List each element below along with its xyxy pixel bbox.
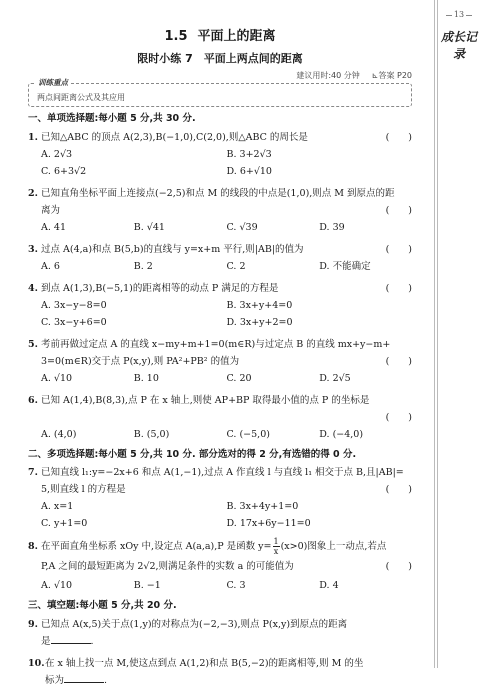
answer-bracket[interactable]: ( )	[385, 282, 412, 294]
option-d[interactable]: D. 39	[319, 221, 345, 233]
option-d[interactable]: D. 4	[319, 580, 339, 591]
option-c[interactable]: C. 20	[226, 372, 252, 384]
answer-bracket[interactable]: ( )	[385, 131, 412, 143]
margin-line	[434, 0, 435, 668]
option-b[interactable]: B. 2	[133, 260, 153, 272]
option-c[interactable]: C. √39	[226, 221, 258, 233]
options	[28, 426, 412, 443]
option-c[interactable]: C. (−5,0)	[226, 428, 270, 440]
option-a[interactable]: A. √10	[41, 372, 73, 384]
option-b[interactable]: B. √41	[133, 221, 165, 233]
option-d[interactable]: D. 3x+y+2=0	[226, 316, 293, 328]
option-c[interactable]: C. 3x−y+6=0	[41, 316, 107, 328]
question-text-cont	[41, 633, 412, 650]
question-text: 已知点 A(x,5)关于点(1,y)的对称点为(−2,−3),则点 P(x,y)到原点的距离	[41, 618, 348, 630]
worksheet	[28, 30, 412, 689]
question-text: 过点 A(4,a)和点 B(5,b)的直线与 y=x+m 平行,则|AB|的值为	[41, 243, 304, 255]
option-b[interactable]: B. (5,0)	[133, 428, 170, 440]
answer-bracket[interactable]: ( )	[385, 243, 412, 255]
brand-label: 成长记录	[440, 30, 477, 61]
meta-line	[28, 72, 412, 80]
option-a[interactable]: A. (4,0)	[41, 428, 77, 440]
section-heading: 一、单项选择题:每小题 5 分,共 30 分.	[28, 113, 196, 124]
question-4	[28, 280, 412, 297]
options	[28, 297, 412, 331]
question-text-cont: 离为	[41, 204, 61, 216]
option-c[interactable]: C. 2	[226, 260, 246, 272]
question-text: 在 x 轴上找一点 M,使这点到点 A(1,2)和点 B(5,−2)的距离相等,则 M 的坐	[45, 657, 364, 669]
question-number: 9.	[28, 618, 38, 630]
option-d[interactable]: D. 不能确定	[319, 260, 371, 272]
question-text: 已知 A(1,4),B(8,3),点 P 在 x 轴上,则使 AP+BP 取得最小值的点 P 的坐标是	[41, 394, 370, 406]
question-2	[28, 185, 412, 219]
question-number: 5.	[28, 338, 38, 350]
question-number: 2.	[28, 187, 38, 199]
page-subtitle: 限时小练 7 平面上两点间的距离	[137, 52, 303, 65]
fraction-denominator: x	[273, 547, 279, 556]
question-number: 4.	[28, 282, 38, 294]
answer-blank[interactable]	[51, 634, 91, 644]
option-d[interactable]: D. 17x+6y−11=0	[226, 518, 311, 529]
option-b[interactable]: B. 3x+4y+1=0	[226, 501, 299, 512]
option-a[interactable]: A. √10	[41, 580, 73, 591]
option-a[interactable]: A. x=1	[41, 501, 74, 512]
option-b[interactable]: B. −1	[133, 580, 161, 591]
answer-bracket[interactable]: ( )	[385, 411, 412, 423]
question-number: 7.	[28, 467, 38, 478]
options	[28, 577, 412, 594]
question-text-part: 标为	[45, 674, 65, 686]
question-9	[28, 616, 412, 650]
options	[28, 498, 412, 532]
question-number: 8.	[28, 541, 38, 552]
answer-blank[interactable]	[64, 673, 104, 683]
question-text: 已知△ABC 的顶点 A(2,3),B(−1,0),C(2,0),则△ABC 的周长是	[41, 131, 308, 143]
answer-ref: ⊾答案 P20	[371, 71, 412, 80]
question-number: 1.	[28, 131, 38, 143]
question-text-cont: 3=0(m∈R)交于点 P(x,y),则 PA²+PB² 的值为	[41, 355, 240, 367]
question-number: 6.	[28, 394, 38, 406]
question-text-cont: 5,则直线 l 的方程是	[41, 484, 126, 495]
question-text-cont: P,A 之间的最短距离为 2√2,则满足条件的实数 a 的可能值为	[41, 561, 294, 572]
fraction	[273, 537, 280, 556]
page-sidebar	[424, 0, 480, 668]
option-a[interactable]: A. 41	[41, 221, 66, 233]
section-heading: 三、填空题:每小题 5 分,共 20 分.	[28, 600, 177, 611]
options	[28, 219, 412, 236]
option-d[interactable]: D. (−4,0)	[319, 428, 364, 440]
question-7	[28, 464, 412, 498]
option-b[interactable]: B. 10	[133, 372, 159, 384]
question-text-part: .	[90, 635, 94, 647]
options	[28, 370, 412, 387]
question-1	[28, 129, 412, 146]
answer-bracket[interactable]: ( )	[385, 355, 412, 367]
question-text: 已知直角坐标平面上连接点(−2,5)和点 M 的线段的中点是(1,0),则点 M 到原点的距	[41, 187, 395, 199]
focus-text: 两点间距离公式及其应用	[37, 93, 125, 102]
option-a[interactable]: A. 6	[41, 260, 60, 272]
question-number: 10.	[28, 657, 45, 669]
option-b[interactable]: B. 3+2√3	[226, 148, 272, 160]
question-text	[41, 537, 412, 557]
options	[28, 258, 412, 275]
option-d[interactable]: D. 6+√10	[226, 165, 272, 177]
suggested-time: 建议用时:40 分钟	[296, 71, 360, 80]
option-a[interactable]: A. 2√3	[41, 148, 73, 160]
option-b[interactable]: B. 3x+y+4=0	[226, 299, 293, 311]
question-text: 已知直线 l₁:y=−2x+6 和点 A(1,−1),过点 A 作直线 l 与直线 l₁ 相交于点 B,且|AB|=	[41, 467, 404, 478]
question-10	[28, 655, 412, 689]
option-a[interactable]: A. 3x−y−8=0	[41, 299, 107, 311]
section-number: 1.5	[164, 29, 188, 44]
question-3	[28, 241, 412, 258]
answer-bracket[interactable]: ( )	[385, 204, 412, 216]
question-text-part: (x>0)图象上一动点,若点	[280, 541, 387, 552]
option-c[interactable]: C. 6+3√2	[41, 165, 87, 177]
question-text: 考前再做过定点 A 的直线 x−my+m+1=0(m∈R)与过定点 B 的直线 mx+y−m+	[41, 338, 391, 350]
question-6	[28, 392, 412, 426]
training-focus-box	[28, 78, 412, 107]
question-8	[28, 537, 412, 577]
page-title	[28, 30, 412, 43]
question-text-cont	[45, 672, 412, 689]
question-text-part: .	[104, 674, 108, 686]
option-d[interactable]: D. 2√5	[319, 372, 351, 384]
option-c[interactable]: C. 3	[226, 580, 246, 591]
answer-bracket[interactable]: ( )	[385, 561, 412, 572]
question-text: 到点 A(1,3),B(−5,1)的距离相等的动点 P 满足的方程是	[41, 282, 279, 294]
section-name: 平面上的距离	[197, 29, 276, 44]
focus-label: 训练重点	[35, 79, 71, 87]
answer-bracket[interactable]: ( )	[385, 484, 412, 495]
options	[28, 146, 412, 180]
page-number: 13	[438, 10, 480, 19]
margin-line	[437, 0, 438, 668]
fraction-numerator: 1	[273, 537, 279, 546]
section-heading: 二、多项选择题:每小题 5 分,共 10 分. 部分选对的得 2 分,有选错的得 0 分.	[28, 448, 357, 460]
question-5	[28, 336, 412, 370]
question-text-part: 在平面直角坐标系 xOy 中,设定点 A(a,a),P 是函数 y=	[41, 541, 272, 552]
question-number: 3.	[28, 243, 38, 255]
option-c[interactable]: C. y+1=0	[41, 518, 88, 529]
question-text-part: 是	[41, 635, 51, 647]
